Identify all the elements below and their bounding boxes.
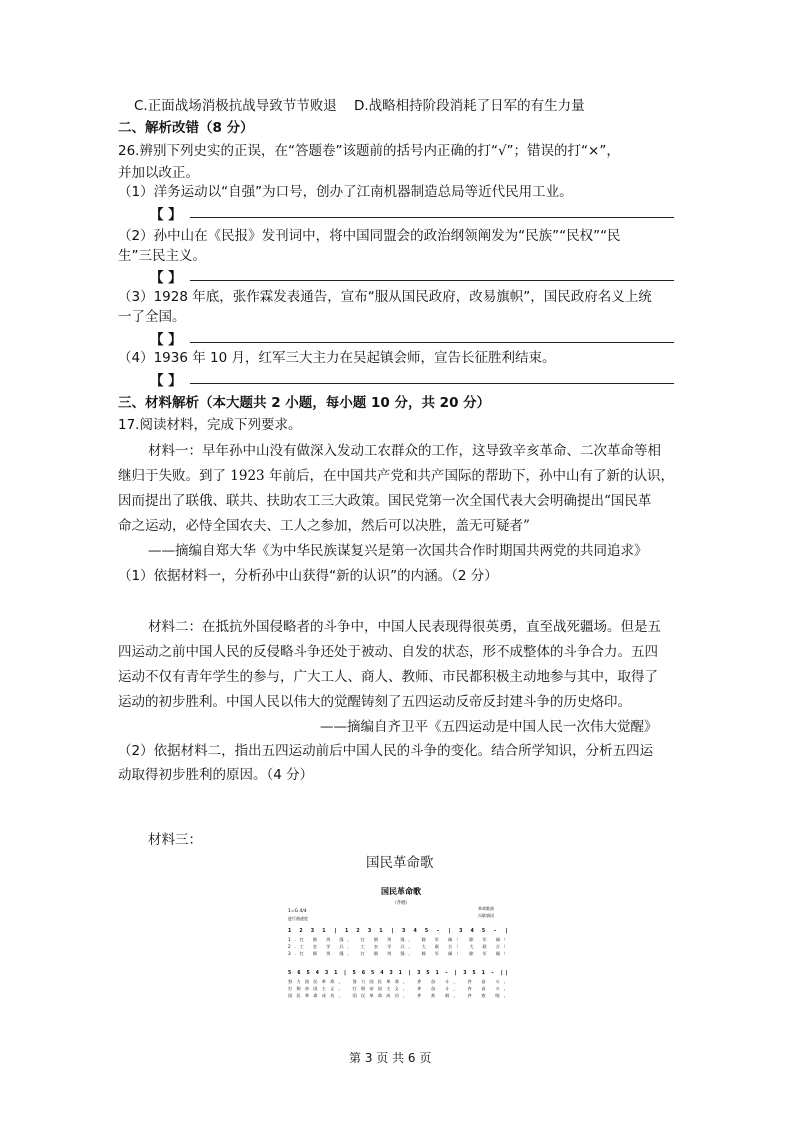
answer-bracket-3[interactable]: 【 】 bbox=[150, 332, 182, 348]
score-row1-notes: 1 2 3 1 | 1 2 3 1 | 3 4 5 - | 3 4 5 - | bbox=[288, 928, 508, 934]
material-1-source: ——摘编自郑大华《为中华民族谋复兴是第一次国共合作时期国共两党的共同追求》 bbox=[148, 543, 648, 559]
score-credit-1: 革命歌曲 bbox=[478, 906, 494, 911]
score-row1-lyric3: 3.打 倒 列 强， 打 倒 列 强， 除 军 阀！ 除 军 阀！ bbox=[288, 951, 508, 956]
q26-stem-line2: 并加以改正。 bbox=[118, 165, 199, 181]
score-row2-lyric3: 国民革命成功， 国民革命成功， 齐 欢 唱， 齐 欢 唱。 bbox=[288, 993, 508, 998]
material-1-line1: 材料一：早年孙中山没有做深入发动工农群众的工作，这导致辛亥革命、二次革命等相 bbox=[148, 443, 661, 459]
score-tempo: 进行曲速度 bbox=[288, 916, 308, 921]
material-2-line2: 四运动之前中国人民的反侵略斗争还处于被动、自发的状态，形不成整体的斗争合力。五四 bbox=[118, 644, 658, 660]
score-subtitle: （齐唱） bbox=[392, 901, 410, 906]
material-2-line4: 运动的初步胜利。中国人民以伟大的觉醒铸刻了五四运动反帝反封建斗争的历史烙印。 bbox=[118, 694, 631, 710]
option-c: C.正面战场消极抗战导致节节败退 bbox=[134, 98, 337, 114]
material-2-line3: 运动不仅有青年学生的参与，广大工人、商人、教师、市民都积极主动地参与其中，取得了 bbox=[118, 669, 658, 685]
material-1-line2: 继归于失败。到了 1923 年前后，在中国共产党和共产国际的帮助下，孙中山有了新的认识， bbox=[118, 468, 674, 484]
q17-sub-2-line2: 动取得初步胜利的原因。（4 分） bbox=[118, 767, 314, 783]
score-title: 国民革命歌 bbox=[381, 887, 421, 896]
score-credit-2: 冯歇填词 bbox=[478, 913, 494, 918]
q26-item-4: （4）1936 年 10 月，红军三大主力在吴起镇会师，宣告长征胜利结束。 bbox=[118, 350, 556, 366]
score-row2-lyric2: 打倒帝国主义， 打倒帝国主义， 齐 奋 斗， 齐 奋 斗。 bbox=[288, 986, 508, 991]
q17-sub-2-line1: （2）依据材料二，指出五四运动前后中国人民的斗争的变化。结合所学知识，分析五四运 bbox=[118, 743, 654, 759]
answer-bracket-1[interactable]: 【 】 bbox=[150, 207, 182, 223]
answer-line-2[interactable] bbox=[190, 280, 674, 281]
answer-line-1[interactable] bbox=[190, 217, 674, 218]
score-row1-lyric1: 1.打 倒 列 强， 打 倒 列 强， 除 军 阀！ 除 军 阀！ bbox=[288, 937, 508, 942]
score-row2-notes: 5 6 5 4 3 1 | 5 6 5 4 3 1 | 3 5 1 - | 3 5 1 - || bbox=[288, 970, 508, 976]
q17-stem: 17.阅读材料，完成下列要求。 bbox=[118, 417, 302, 433]
q26-item-1: （1）洋务运动以“自强”为口号，创办了江南机器制造总局等近代民用工业。 bbox=[118, 184, 573, 200]
material-2-line1: 材料二：在抵抗外国侵略者的斗争中，中国人民表现得很英勇，直至战死疆场。但是五 bbox=[148, 619, 661, 635]
q26-item-2-line2: 生”三民主义。 bbox=[118, 248, 206, 264]
q17-sub-1: （1）依据材料一，分析孙中山获得“新的认识”的内涵。（2 分） bbox=[118, 568, 498, 584]
material-1-line3: 因而提出了联俄、联共、扶助农工三大政策。国民党第一次全国代表大会明确提出“国民革 bbox=[118, 493, 652, 509]
score-key: 1=G 4/4 bbox=[288, 909, 307, 914]
q26-item-3-line1: （3）1928 年底，张作霖发表通告，宣布“服从国民政府，改易旗帜”，国民政府名义上统 bbox=[118, 289, 652, 305]
score-row1-lyric2: 2.工 农 学 兵， 工 农 学 兵， 大 联 合！ 大 联 合！ bbox=[288, 944, 508, 949]
material-3-title: 国民革命歌 bbox=[366, 855, 434, 871]
music-score-image bbox=[286, 882, 516, 1010]
section-3-title: 三、材料解析（本大题共 2 小题，每小题 10 分，共 20 分） bbox=[118, 395, 491, 411]
page-footer: 第 3 页 共 6 页 bbox=[349, 1051, 432, 1065]
option-d: D.战略相持阶段消耗了日军的有生力量 bbox=[354, 98, 585, 114]
material-2-source: ——摘编自齐卫平《五四运动是中国人民一次伟大觉醒》 bbox=[320, 719, 658, 735]
answer-bracket-2[interactable]: 【 】 bbox=[150, 270, 182, 286]
q26-item-2-line1: （2）孙中山在《民报》发刊词中，将中国同盟会的政治纲领阐发为“民族”“民权”“民 bbox=[118, 228, 621, 244]
q26-stem-line1: 26.辨别下列史实的正误，在“答题卷”该题前的括号内正确的打“√”；错误的打“×”， bbox=[118, 143, 620, 159]
q26-item-3-line2: 一了全国。 bbox=[118, 309, 186, 325]
answer-bracket-4[interactable]: 【 】 bbox=[150, 373, 182, 389]
score-row2-lyric1: 努力国民革命， 努力国民革命， 齐 奋 斗， 齐 奋 斗。 bbox=[288, 979, 508, 984]
material-1-line4: 命之运动，必恃全国农夫、工人之参加，然后可以决胜，盖无可疑者” bbox=[118, 518, 530, 534]
answer-line-4[interactable] bbox=[190, 383, 674, 384]
answer-line-3[interactable] bbox=[190, 342, 674, 343]
material-3-label: 材料三： bbox=[148, 832, 202, 848]
section-2-title: 二、解析改错（8 分） bbox=[118, 120, 254, 136]
